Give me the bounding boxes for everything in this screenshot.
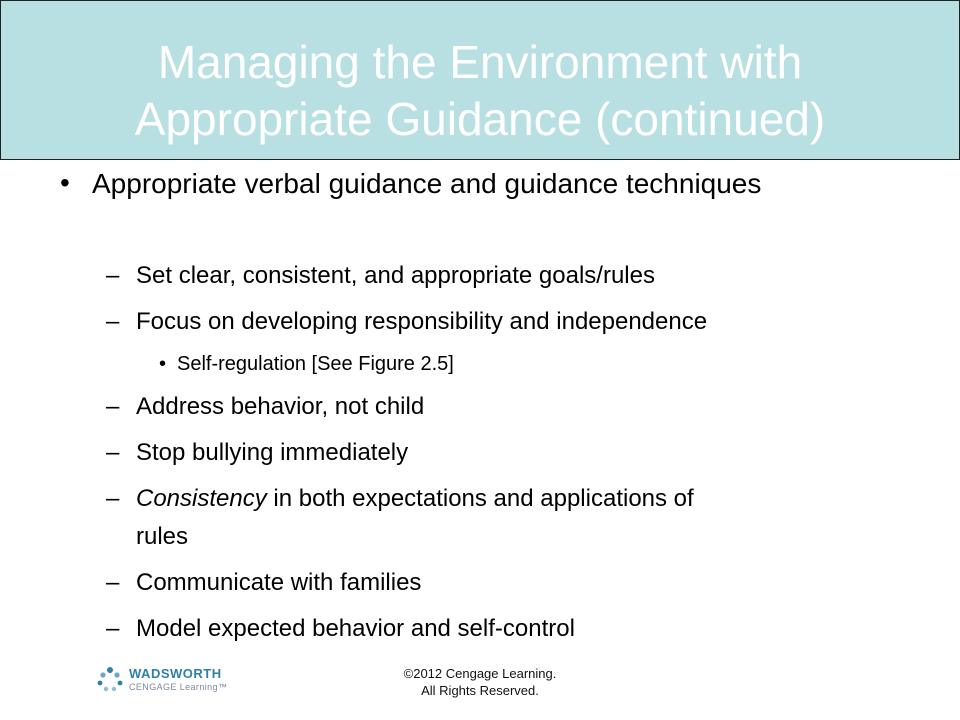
dash-marker: –: [106, 439, 120, 466]
bullet-marker: •: [60, 167, 70, 198]
list-item-text: Address behavior, not child: [136, 393, 425, 420]
logo-wordmark: WADSWORTH: [129, 666, 222, 681]
list-item-text: [136, 479, 694, 519]
list-item-text: Focus on developing responsibility and independence: [136, 308, 708, 335]
list-item-text: Stop bullying immediately: [136, 439, 409, 466]
list-item-text-rest: in both expectations and applications of: [266, 485, 694, 512]
list-item-text: Set clear, consistent, and appropriate goals/rules: [136, 262, 655, 289]
dash-marker: –: [106, 485, 120, 512]
nested-list-item-text: Self-regulation [See Figure 2.5]: [177, 353, 454, 375]
dash-marker: –: [106, 393, 120, 420]
dash-marker: –: [106, 308, 120, 335]
list-item: [0, 387, 960, 427]
bullet-marker: •: [159, 353, 167, 375]
slide-title-line-1: Managing the Environment with: [157, 36, 803, 88]
list-item: [0, 563, 960, 603]
logo-trademark: ™: [217, 682, 228, 692]
emphasis-text: Consistency: [136, 485, 267, 512]
list-item: [0, 256, 960, 296]
dash-marker: –: [106, 262, 120, 289]
nested-list-item: [0, 349, 960, 379]
list-item-continuation: [0, 517, 960, 557]
list-item-text: Communicate with families: [136, 569, 422, 596]
list-item: [0, 479, 960, 519]
logo-subtitle: [129, 682, 227, 692]
copyright-notice: [370, 665, 590, 699]
copyright-line-2: All Rights Reserved.: [421, 683, 539, 698]
wadsworth-cengage-logo: [96, 664, 236, 698]
slide-title-line-2: Appropriate Guidance (continued): [134, 93, 826, 145]
list-item-text: rules: [136, 523, 189, 550]
list-item: [0, 302, 960, 342]
copyright-line-1: ©2012 Cengage Learning.: [403, 666, 557, 681]
list-item: [0, 609, 960, 649]
dash-marker: –: [106, 615, 120, 642]
list-item: [0, 433, 960, 473]
logo-mark-icon: [96, 666, 124, 694]
dash-marker: –: [106, 569, 120, 596]
main-bullet-text: Appropriate verbal guidance and guidance techniques: [92, 168, 762, 199]
list-item-text: Model expected behavior and self-control: [136, 615, 575, 642]
logo-subtitle-text: CENGAGE Learning: [129, 682, 218, 692]
